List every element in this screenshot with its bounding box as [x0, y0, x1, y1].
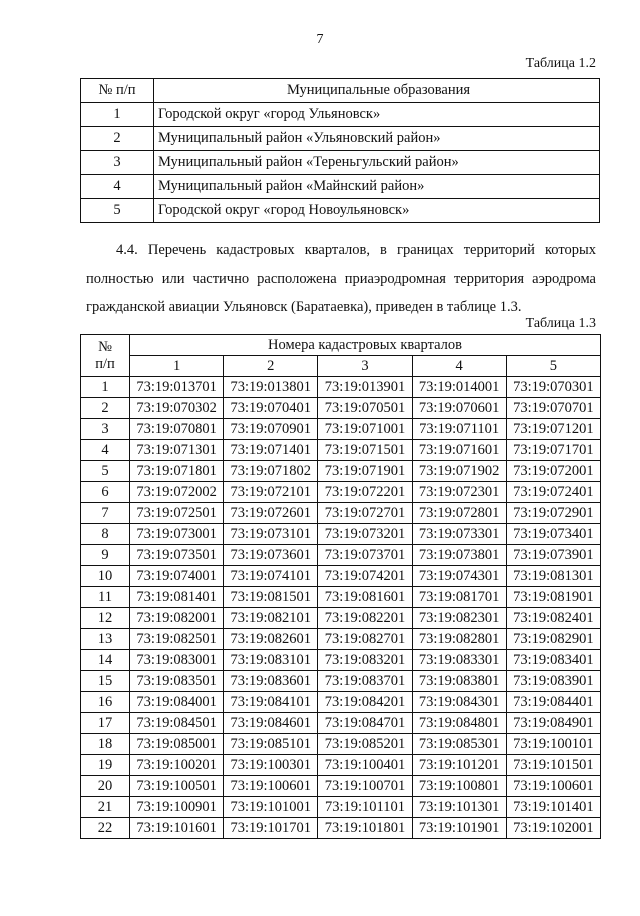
- cadastral-number-cell: 73:19:100101: [506, 734, 600, 755]
- cadastral-number-cell: 73:19:071802: [224, 461, 318, 482]
- cadastral-number-cell: 73:19:102001: [506, 818, 600, 839]
- table-row: [81, 199, 600, 223]
- cadastral-number-cell: 73:19:083601: [224, 671, 318, 692]
- cadastral-number-cell: 73:19:072801: [412, 503, 506, 524]
- table-row: [81, 671, 601, 692]
- cadastral-number-cell: 73:19:072201: [318, 482, 412, 503]
- table-row: [81, 776, 601, 797]
- cadastral-number-cell: 73:19:100301: [224, 755, 318, 776]
- cadastral-number-cell: 73:19:013901: [318, 377, 412, 398]
- row-number-cell: 19: [81, 755, 130, 776]
- cadastral-number-cell: 73:19:100701: [318, 776, 412, 797]
- group-header-cadastral-numbers: Номера кадастровых кварталов: [130, 335, 601, 356]
- cadastral-number-cell: 73:19:071902: [412, 461, 506, 482]
- cadastral-number-cell: 73:19:071901: [318, 461, 412, 482]
- cadastral-number-cell: 73:19:085301: [412, 734, 506, 755]
- cadastral-number-cell: 73:19:072501: [130, 503, 224, 524]
- cadastral-number-cell: 73:19:073901: [506, 545, 600, 566]
- row-number-cell: 17: [81, 713, 130, 734]
- cadastral-number-cell: 73:19:084901: [506, 713, 600, 734]
- table-row: [81, 566, 601, 587]
- table-row: [81, 175, 600, 199]
- cadastral-number-cell: 73:19:085101: [224, 734, 318, 755]
- cadastral-number-cell: 73:19:072301: [412, 482, 506, 503]
- cadastral-number-cell: 73:19:085201: [318, 734, 412, 755]
- row-number-cell: 4: [81, 440, 130, 461]
- cadastral-number-cell: 73:19:084001: [130, 692, 224, 713]
- row-number-cell: 15: [81, 671, 130, 692]
- row-number-cell: 20: [81, 776, 130, 797]
- cadastral-number-cell: 73:19:072901: [506, 503, 600, 524]
- cadastral-number-cell: 73:19:081601: [318, 587, 412, 608]
- cadastral-number-cell: 73:19:070801: [130, 419, 224, 440]
- cadastral-number-cell: 73:19:071101: [412, 419, 506, 440]
- cadastral-number-cell: 73:19:073501: [130, 545, 224, 566]
- cadastral-number-cell: 73:19:083401: [506, 650, 600, 671]
- cadastral-number-cell: 73:19:070501: [318, 398, 412, 419]
- row-number-cell: 14: [81, 650, 130, 671]
- column-header-1: 1: [130, 356, 224, 377]
- cadastral-number-cell: 73:19:071701: [506, 440, 600, 461]
- table-row: [81, 797, 601, 818]
- table-row: [81, 650, 601, 671]
- table-1-3-caption: Таблица 1.3: [525, 316, 596, 331]
- cadastral-number-cell: 73:19:073401: [506, 524, 600, 545]
- cadastral-number-cell: 73:19:083301: [412, 650, 506, 671]
- cadastral-number-cell: 73:19:013701: [130, 377, 224, 398]
- cadastral-number-cell: 73:19:074201: [318, 566, 412, 587]
- cadastral-number-cell: 73:19:083901: [506, 671, 600, 692]
- row-number-cell: 12: [81, 608, 130, 629]
- table-subheader-row: [81, 356, 601, 377]
- cadastral-number-cell: 73:19:100901: [130, 797, 224, 818]
- cadastral-number-cell: 73:19:100201: [130, 755, 224, 776]
- cadastral-number-cell: 73:19:071201: [506, 419, 600, 440]
- column-header-2: 2: [224, 356, 318, 377]
- cadastral-number-cell: 73:19:071801: [130, 461, 224, 482]
- table-header-row: [81, 335, 601, 356]
- cadastral-number-cell: 73:19:082701: [318, 629, 412, 650]
- cadastral-number-cell: 73:19:082601: [224, 629, 318, 650]
- cadastral-number-cell: 73:19:071301: [130, 440, 224, 461]
- cadastral-number-cell: 73:19:100401: [318, 755, 412, 776]
- row-number-cell: 18: [81, 734, 130, 755]
- cadastral-number-cell: 73:19:072701: [318, 503, 412, 524]
- cadastral-number-cell: 73:19:083801: [412, 671, 506, 692]
- table-row: [81, 377, 601, 398]
- table-row: [81, 440, 601, 461]
- cadastral-number-cell: 73:19:084501: [130, 713, 224, 734]
- cadastral-number-cell: 73:19:100601: [224, 776, 318, 797]
- column-header-3: 3: [318, 356, 412, 377]
- cadastral-number-cell: 73:19:081901: [506, 587, 600, 608]
- row-number-cell: 3: [81, 151, 154, 175]
- cadastral-number-cell: 73:19:074001: [130, 566, 224, 587]
- cadastral-number-cell: 73:19:101601: [130, 818, 224, 839]
- cadastral-number-cell: 73:19:084201: [318, 692, 412, 713]
- cadastral-number-cell: 73:19:083701: [318, 671, 412, 692]
- row-number-cell: 4: [81, 175, 154, 199]
- table-row: [81, 734, 601, 755]
- table-row: [81, 398, 601, 419]
- table-header-row: [81, 79, 600, 103]
- cadastral-number-cell: 73:19:101101: [318, 797, 412, 818]
- cadastral-number-cell: 73:19:081401: [130, 587, 224, 608]
- cadastral-number-cell: 73:19:101801: [318, 818, 412, 839]
- column-header-number: [81, 335, 130, 377]
- cadastral-number-cell: 73:19:073701: [318, 545, 412, 566]
- cadastral-number-cell: 73:19:074301: [412, 566, 506, 587]
- column-header-5: 5: [506, 356, 600, 377]
- cadastral-number-cell: 73:19:101501: [506, 755, 600, 776]
- cadastral-number-cell: 73:19:070302: [130, 398, 224, 419]
- cadastral-number-cell: 73:19:072101: [224, 482, 318, 503]
- row-number-cell: 22: [81, 818, 130, 839]
- cadastral-number-cell: 73:19:101901: [412, 818, 506, 839]
- table-row: [81, 461, 601, 482]
- cadastral-number-cell: 73:19:084801: [412, 713, 506, 734]
- row-number-cell: 10: [81, 566, 130, 587]
- cadastral-number-cell: 73:19:070701: [506, 398, 600, 419]
- row-number-cell: 21: [81, 797, 130, 818]
- row-number-cell: 5: [81, 199, 154, 223]
- cadastral-number-cell: 73:19:082001: [130, 608, 224, 629]
- row-number-cell: 13: [81, 629, 130, 650]
- cadastral-number-cell: 73:19:073601: [224, 545, 318, 566]
- cadastral-number-cell: 73:19:072001: [506, 461, 600, 482]
- cadastral-number-cell: 73:19:083501: [130, 671, 224, 692]
- cadastral-number-cell: 73:19:101401: [506, 797, 600, 818]
- municipalities-table-body: [81, 103, 600, 223]
- table-row: [81, 713, 601, 734]
- table-row: [81, 818, 601, 839]
- cadastral-number-cell: 73:19:073201: [318, 524, 412, 545]
- column-header-number: № п/п: [81, 79, 154, 103]
- cadastral-number-cell: 73:19:084301: [412, 692, 506, 713]
- cadastral-number-cell: 73:19:101001: [224, 797, 318, 818]
- row-number-cell: 2: [81, 127, 154, 151]
- cadastral-number-cell: 73:19:100501: [130, 776, 224, 797]
- cadastral-number-cell: 73:19:084601: [224, 713, 318, 734]
- row-number-cell: 5: [81, 461, 130, 482]
- cadastral-quarters-table-body: [81, 377, 601, 839]
- table-row: [81, 755, 601, 776]
- cadastral-number-cell: 73:19:071401: [224, 440, 318, 461]
- cadastral-number-cell: 73:19:073001: [130, 524, 224, 545]
- row-number-cell: 7: [81, 503, 130, 524]
- table-row: [81, 503, 601, 524]
- table-row: [81, 629, 601, 650]
- cadastral-number-cell: 73:19:083201: [318, 650, 412, 671]
- number-header-bottom: п/п: [95, 355, 115, 372]
- section-4-4-paragraph: [86, 236, 596, 322]
- cadastral-number-cell: 73:19:082201: [318, 608, 412, 629]
- table-row: [81, 419, 601, 440]
- cadastral-number-cell: 73:19:100801: [412, 776, 506, 797]
- table-row: [81, 127, 600, 151]
- cadastral-quarters-table: [80, 334, 601, 839]
- cadastral-number-cell: 73:19:082801: [412, 629, 506, 650]
- row-number-cell: 11: [81, 587, 130, 608]
- row-number-cell: 2: [81, 398, 130, 419]
- table-row: [81, 151, 600, 175]
- cadastral-number-cell: 73:19:081301: [506, 566, 600, 587]
- cadastral-number-cell: 73:19:081701: [412, 587, 506, 608]
- cadastral-number-cell: 73:19:081501: [224, 587, 318, 608]
- cadastral-number-cell: 73:19:072002: [130, 482, 224, 503]
- column-header-municipality: Муниципальные образования: [154, 79, 600, 103]
- cadastral-number-cell: 73:19:084101: [224, 692, 318, 713]
- cadastral-number-cell: 73:19:101201: [412, 755, 506, 776]
- municipality-name-cell: Муниципальный район «Тереньгульский район»: [154, 151, 600, 175]
- cadastral-number-cell: 73:19:101301: [412, 797, 506, 818]
- table-row: [81, 692, 601, 713]
- table-row: [81, 587, 601, 608]
- cadastral-number-cell: 73:19:071501: [318, 440, 412, 461]
- cadastral-number-cell: 73:19:100601: [506, 776, 600, 797]
- municipality-name-cell: Городской округ «город Новоульяновск»: [154, 199, 600, 223]
- cadastral-number-cell: 73:19:085001: [130, 734, 224, 755]
- cadastral-number-cell: 73:19:082401: [506, 608, 600, 629]
- cadastral-number-cell: 73:19:072601: [224, 503, 318, 524]
- cadastral-number-cell: 73:19:082901: [506, 629, 600, 650]
- cadastral-number-cell: 73:19:070301: [506, 377, 600, 398]
- table-row: [81, 482, 601, 503]
- municipality-name-cell: Муниципальный район «Ульяновский район»: [154, 127, 600, 151]
- cadastral-number-cell: 73:19:071601: [412, 440, 506, 461]
- paragraph-text: 4.4. Перечень кадастровых кварталов, в границах территорий которых полностью или частично расположена приаэродромная территория аэродрома гражданской авиации Ульяновск (Баратаевка), приведен в таблице 1.3.: [86, 242, 596, 315]
- cadastral-number-cell: 73:19:084401: [506, 692, 600, 713]
- municipality-name-cell: Городской округ «город Ульяновск»: [154, 103, 600, 127]
- table-row: [81, 545, 601, 566]
- cadastral-number-cell: 73:19:101701: [224, 818, 318, 839]
- cadastral-number-cell: 73:19:014001: [412, 377, 506, 398]
- cadastral-number-cell: 73:19:070601: [412, 398, 506, 419]
- row-number-cell: 8: [81, 524, 130, 545]
- cadastral-number-cell: 73:19:013801: [224, 377, 318, 398]
- cadastral-number-cell: 73:19:082101: [224, 608, 318, 629]
- row-number-cell: 9: [81, 545, 130, 566]
- row-number-cell: 16: [81, 692, 130, 713]
- table-1-2-caption: Таблица 1.2: [525, 56, 596, 71]
- column-header-4: 4: [412, 356, 506, 377]
- row-number-cell: 1: [81, 377, 130, 398]
- cadastral-number-cell: 73:19:082501: [130, 629, 224, 650]
- cadastral-number-cell: 73:19:070901: [224, 419, 318, 440]
- municipalities-table: [80, 78, 600, 223]
- table-row: [81, 608, 601, 629]
- municipality-name-cell: Муниципальный район «Майнский район»: [154, 175, 600, 199]
- cadastral-number-cell: 73:19:073301: [412, 524, 506, 545]
- row-number-cell: 6: [81, 482, 130, 503]
- cadastral-number-cell: 73:19:083001: [130, 650, 224, 671]
- row-number-cell: 1: [81, 103, 154, 127]
- table-row: [81, 103, 600, 127]
- page-number: 7: [316, 32, 324, 47]
- cadastral-number-cell: 73:19:084701: [318, 713, 412, 734]
- number-header-top: №: [98, 338, 112, 355]
- row-number-cell: 3: [81, 419, 130, 440]
- cadastral-number-cell: 73:19:071001: [318, 419, 412, 440]
- cadastral-number-cell: 73:19:073801: [412, 545, 506, 566]
- cadastral-number-cell: 73:19:070401: [224, 398, 318, 419]
- cadastral-number-cell: 73:19:082301: [412, 608, 506, 629]
- table-row: [81, 524, 601, 545]
- cadastral-number-cell: 73:19:073101: [224, 524, 318, 545]
- cadastral-number-cell: 73:19:072401: [506, 482, 600, 503]
- cadastral-number-cell: 73:19:074101: [224, 566, 318, 587]
- cadastral-number-cell: 73:19:083101: [224, 650, 318, 671]
